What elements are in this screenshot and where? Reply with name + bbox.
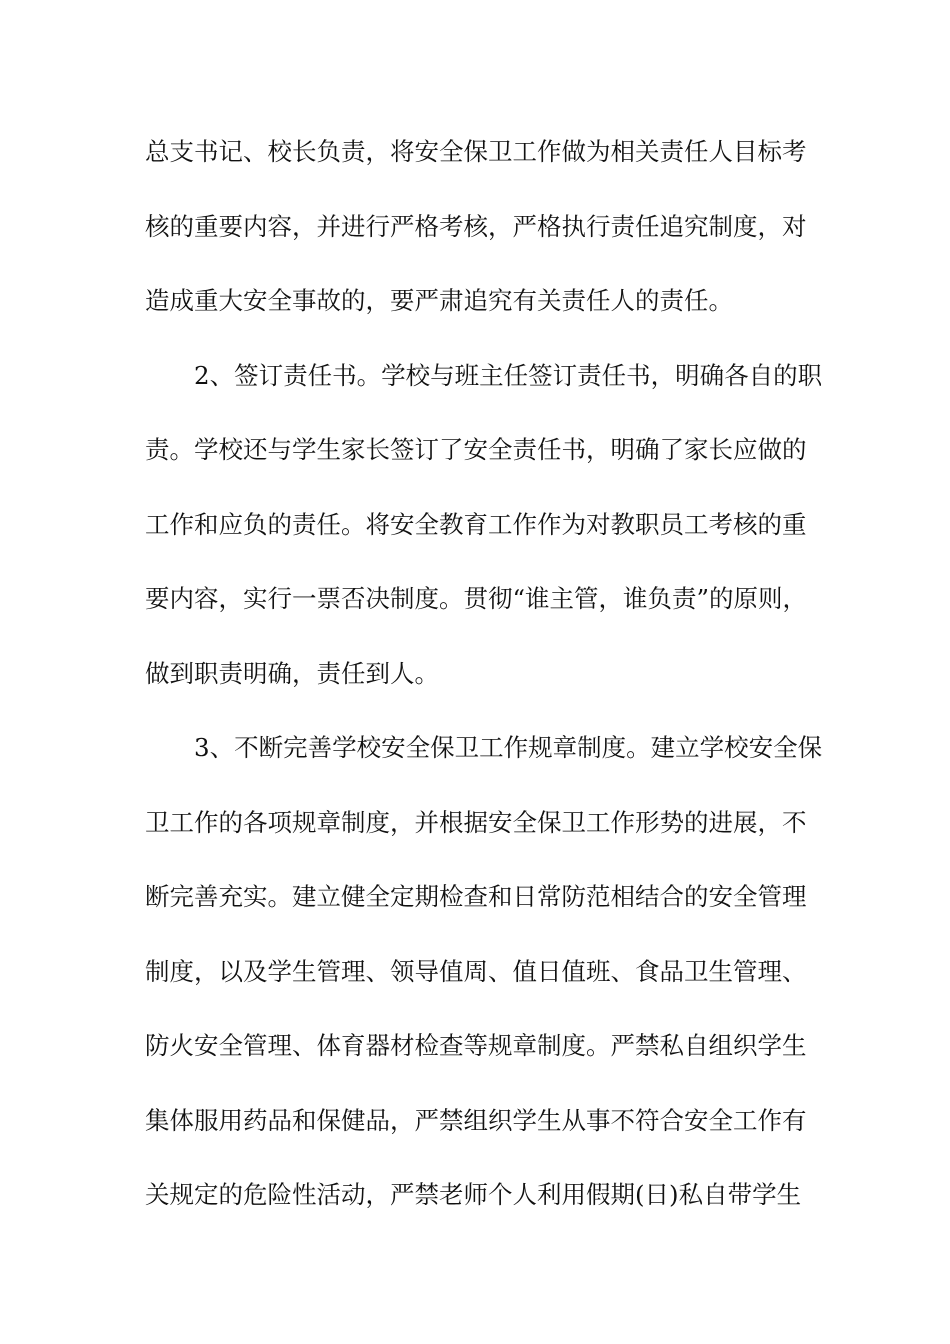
text-line: 要内容，实行一票否决制度。贯彻“谁主管，谁负责”的原则，: [145, 584, 808, 613]
text-line: 工作和应负的责任。将安全教育工作作为对教职员工考核的重: [145, 510, 807, 539]
text-line: 卫工作的各项规章制度，并根据安全保卫工作形势的进展，不: [145, 808, 807, 837]
text-line: 造成重大安全事故的，要严肃追究有关责任人的责任。: [145, 286, 733, 315]
text-line: 2、签订责任书。学校与班主任签订责任书，明确各自的职: [145, 361, 823, 390]
text-line: 防火安全管理、体育器材检查等规章制度。严禁私自组织学生: [145, 1031, 807, 1060]
text-line: 核的重要内容，并进行严格考核，严格执行责任追究制度，对: [145, 212, 807, 241]
text-line: 做到职责明确，责任到人。: [145, 659, 439, 688]
text-line: 总支书记、校长负责，将安全保卫工作做为相关责任人目标考: [145, 137, 807, 166]
text-line: 断完善充实。建立健全定期检查和日常防范相结合的安全管理: [145, 882, 807, 911]
text-line: 3、不断完善学校安全保卫工作规章制度。建立学校安全保: [145, 733, 823, 762]
text-line: 关规定的危险性活动，严禁老师个人利用假期(日)私自带学生: [145, 1180, 802, 1209]
text-line: 集体服用药品和保健品，严禁组织学生从事不符合安全工作有: [145, 1106, 807, 1135]
text-line: 制度，以及学生管理、领导值周、值日值班、食品卫生管理、: [145, 957, 807, 986]
text-line: 责。学校还与学生家长签订了安全责任书，明确了家长应做的: [145, 435, 807, 464]
